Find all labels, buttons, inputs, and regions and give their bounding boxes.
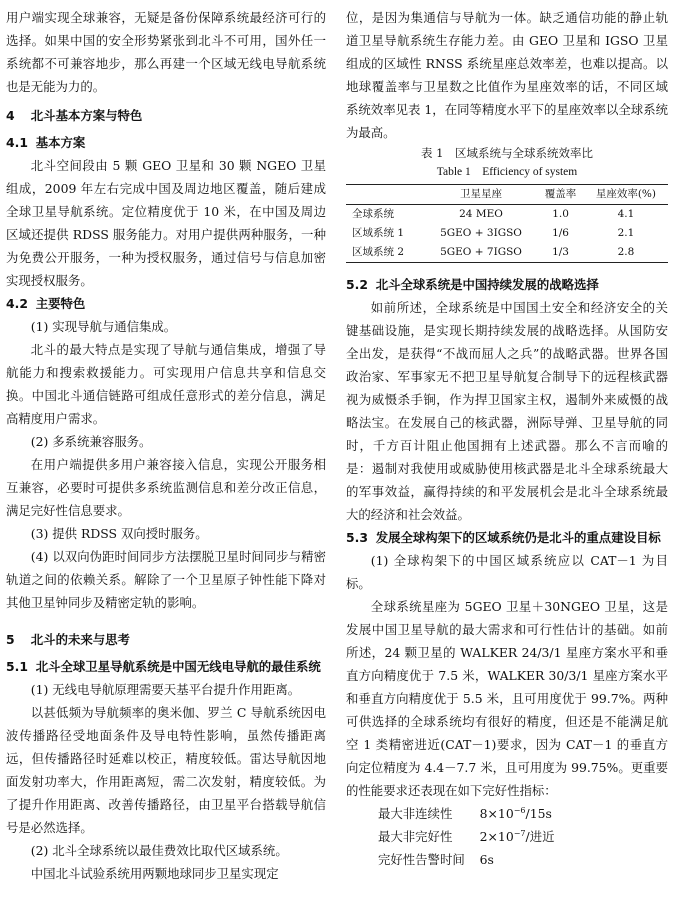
- subsection-heading-4-1: [6, 131, 326, 154]
- subsection-heading-5-1: [6, 655, 326, 678]
- table-cell: 1.0: [552, 208, 569, 220]
- list-item: (1) 无线电导航原理需要天基平台提升作用距离。: [30, 682, 301, 697]
- table-cell: 5GEO + 7IGSO: [440, 246, 522, 258]
- table-cell: 区域系统 1: [352, 227, 405, 239]
- paragraph: 全球系统星座为 5GEO 卫星＋30NGEO 卫星，这是发展中国卫星导航的最大需求和可行性估计的基础。如前所述，24 颗卫星的 WALKER 24/3/1 星座方案水平和垂直方向精度优于 7.5 米，WALKER 30/3/1 星座方案水平和垂直方向精度优于 5.5 米，且可用度优于 99.7%。两种可供选择的全球系统均有很好的精度，但还是不能满足航空 1 类精密进近(CAT－1)要求，因为 CAT－1 的垂直方向定位精度为 4.4－7.7 米，且可用度为 99.75%。更重要的性能要求还表现在如下完好性指标：: [346, 599, 668, 798]
- spec-unit: /进近: [525, 829, 555, 844]
- paragraph: 北斗空间段由 5 颗 GEO 卫星和 30 颗 NGEO 卫星组成，2009 年左右完成中国及周边地区覆盖，随后建成全球卫星导航系统。定位精度优于 10 米，在中国及周边区域还提供 RDSS 服务能力。对用户提供两种服务，一种为免费公开服务，一种为授权服务，通过信号与信息加密实现授权服务。: [6, 158, 326, 288]
- list-item: (3) 提供 RDSS 双向授时服务。: [30, 526, 208, 541]
- spec-exponent: −7: [513, 828, 526, 838]
- section-title: 主要特色: [35, 296, 86, 311]
- spec-row: [378, 848, 668, 871]
- list-item: (1) 实现导航与通信集成。: [30, 319, 177, 334]
- spec-label: 完好性告警时间: [378, 852, 465, 867]
- left-column: [6, 6, 326, 885]
- table-header-row: [346, 185, 668, 205]
- spec-row: [378, 802, 668, 825]
- section-title: 北斗全球系统是中国持续发展的战略选择: [375, 277, 599, 292]
- spec-row: [378, 825, 668, 848]
- section-number: 4.2: [6, 296, 28, 311]
- table-caption-en: Table 1 Efficiency of system: [436, 166, 578, 178]
- list-item: (2) 北斗全球系统以最佳费效比取代区域系统。: [30, 843, 288, 858]
- paragraph: 用户端实现全球兼容，无疑是备份保障系统最经济可行的选择。如果中国的安全形势紧张到北斗不可用，国外任一系统都不可兼容地步，那么再建一个区域无线电导航系统也是无能为力的。: [6, 10, 326, 94]
- table-row: [346, 243, 668, 263]
- section-title: 北斗全球卫星导航系统是中国无线电导航的最佳系统: [35, 659, 321, 674]
- spec-label: 最大非完好性: [378, 829, 453, 844]
- paragraph: 以甚低频为导航频率的奥米伽、罗兰 C 导航系统因电波传播路径受地面条件及导电特性影响，虽然传播距离远，但传播路径时延难以校正，精度较低。雷达导航因地面发射功率大，作用距离短，需二次发射，精度较低。为了提升作用距离、改善传播路径，由卫星平台搭载导航信号是必然选择。: [6, 705, 326, 835]
- table-cell: 4.1: [617, 208, 635, 220]
- list-item: (1) 全球构架下的中国区域系统应以 CAT－1 为目标。: [346, 553, 668, 591]
- table-cell: 2.1: [617, 227, 635, 239]
- section-title: 北斗基本方案与特色: [30, 108, 143, 123]
- section-title: 发展全球构架下的区域系统仍是北斗的重点建设目标: [375, 530, 661, 545]
- section-number: 5.3: [346, 530, 368, 545]
- table-cell: 24 MEO: [459, 208, 503, 220]
- efficiency-table: [346, 184, 668, 263]
- spec-value: 6s: [479, 852, 494, 867]
- section-number: 5.2: [346, 277, 368, 292]
- spec-unit: /15s: [525, 806, 552, 821]
- table-header-cell: 星座效率(%): [595, 188, 656, 200]
- paragraph: 北斗的最大特点是实现了导航与通信集成，增强了导航能力和搜索救援能力。可实现用户信息共享和信息交换。中国北斗通信链路可组成任意形式的差分信息，满足高精度用户需求。: [6, 342, 326, 426]
- section-heading-5: [6, 628, 326, 651]
- subsection-heading-4-2: [6, 292, 326, 315]
- table-cell: 区域系统 2: [352, 246, 405, 258]
- table-cell: 1/6: [552, 227, 569, 239]
- section-heading-4: [6, 104, 326, 127]
- table-cell: 全球系统: [352, 208, 394, 220]
- section-number: 5: [6, 632, 15, 647]
- spec-value: 2×10: [479, 829, 514, 844]
- spec-value: 8×10: [479, 806, 514, 821]
- table-header-cell: 覆盖率: [544, 188, 577, 200]
- section-title: 基本方案: [35, 135, 86, 150]
- right-column: [346, 6, 668, 871]
- paragraph: 中国北斗试验系统用两颗地球同步卫星实现定: [30, 866, 279, 881]
- paragraph: 位，是因为集通信与导航为一体。缺乏通信功能的静止轨道卫星导航系统生存能力差。由 GEO 卫星和 IGSO 卫星组成的区域性 RNSS 系统星座总效率差，也难以提高。以地球覆盖率与卫星数之比值作为星座效率的话，不同区域系统效率见表 1，在同等精度水平下的星座效率以全球系统为最高。: [346, 10, 668, 140]
- table-row: [346, 224, 668, 243]
- subsection-heading-5-2: [346, 273, 668, 296]
- list-item: (2) 多系统兼容服务。: [30, 434, 152, 449]
- paragraph: 如前所述，全球系统是中国国土安全和经济安全的关键基础设施，是实现长期持续发展的战略选择。从国防安全出发，是获得“不战而屈人之兵”的战略武器。世界各国政治家、军事家无不把卫星导航复合制导下的远程核武器视为威慑杀手锏，作为捍卫国家主权，遏制外来威慑的战略法宝。在发展自己的核武器，洲际导弹、卫星导航的同时，千方百计阻止他国拥有上述武器。那么不言而喻的是：遏制对我使用或威胁使用核武器是北斗全球系统最大的军事效益，赢得持续的和平发展机会是北斗全球系统最大的经济和社会效益。: [346, 300, 668, 522]
- table-row: [346, 205, 668, 225]
- paragraph: 在用户端提供多用户兼容接入信息，实现公开服务相互兼容，必要时可提供多系统监测信息和差分改正信息，满足完好性信息要求。: [6, 457, 326, 518]
- section-number: 4: [6, 108, 15, 123]
- table-cell: 1/3: [552, 246, 569, 258]
- section-title: 北斗的未来与思考: [30, 632, 130, 647]
- integrity-spec-list: [346, 802, 668, 871]
- table-header-cell: 卫星星座: [460, 188, 502, 200]
- list-item: (4) 以双向伪距时间同步方法摆脱卫星时间同步与精密轨道之间的依赖关系。解除了一个卫星原子钟性能下降对其他卫星钟同步及精密定轨的影响。: [6, 549, 326, 610]
- subsection-heading-5-3: [346, 526, 668, 549]
- table-cell: 5GEO + 3IGSO: [440, 227, 522, 239]
- section-number: 4.1: [6, 135, 28, 150]
- section-number: 5.1: [6, 659, 28, 674]
- spec-exponent: −6: [513, 805, 526, 815]
- table-header-cell: [346, 185, 425, 205]
- table-caption-cn: 表 1 区域系统与全球系统效率比: [421, 146, 593, 160]
- spec-label: 最大非连续性: [378, 806, 453, 821]
- table-cell: 2.8: [617, 246, 635, 258]
